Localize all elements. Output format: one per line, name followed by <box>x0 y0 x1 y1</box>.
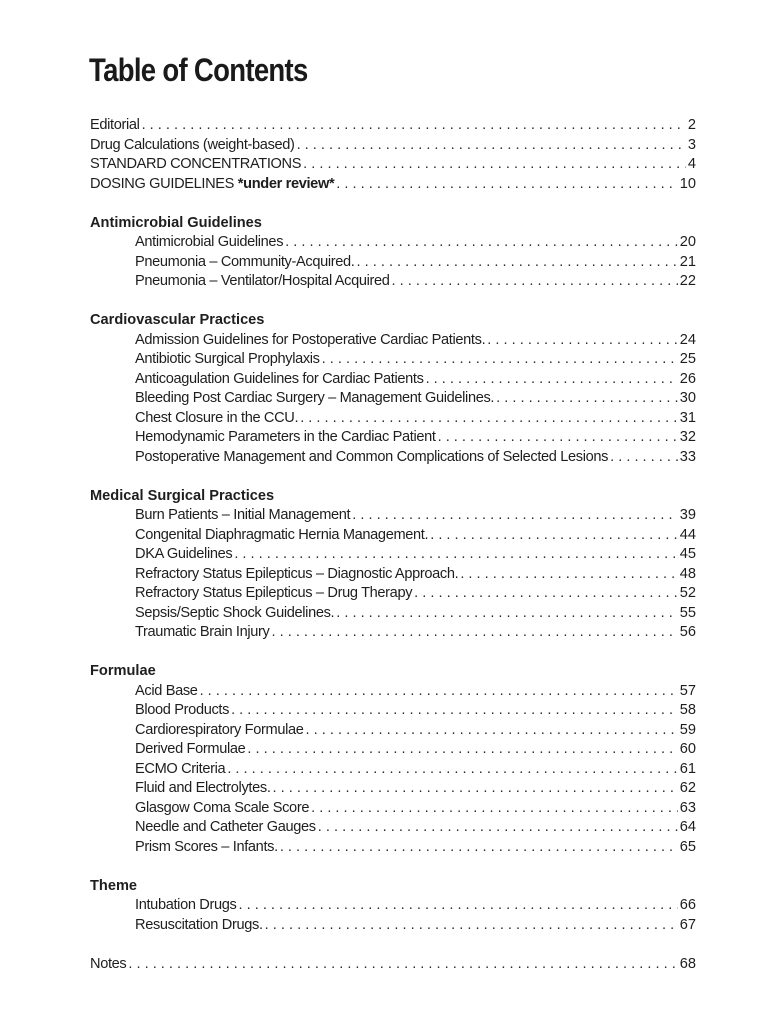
toc-page-number: 62 <box>679 780 696 796</box>
toc-entry[interactable] <box>90 584 696 604</box>
toc-entry-title <box>90 116 140 136</box>
toc-entry-title-text: Prism Scores – Infants. <box>135 838 278 855</box>
toc-entry[interactable] <box>90 818 696 838</box>
dot-leader <box>300 409 678 429</box>
toc-page-number: 21 <box>679 253 696 270</box>
toc-entry-title-text: Antibiotic Surgical Prophylaxis <box>135 351 320 367</box>
toc-page-number: 31 <box>679 409 696 426</box>
dot-leader <box>426 370 678 390</box>
dot-leader <box>430 526 678 546</box>
toc-entry-title-text: Editorial <box>90 117 140 133</box>
toc-entry-title <box>135 721 304 741</box>
toc-page-number: 22 <box>679 273 696 289</box>
dot-leader <box>239 896 678 916</box>
toc-entry-title-text: Fluid and Electrolytes. <box>135 780 271 796</box>
toc-page-number: 66 <box>679 897 696 913</box>
toc-section-heading: Theme <box>90 877 138 894</box>
dot-leader <box>311 799 678 819</box>
toc-page-number: 59 <box>679 721 696 738</box>
toc-page-number: 65 <box>679 838 696 855</box>
dot-leader <box>200 682 678 702</box>
dot-leader <box>352 506 678 526</box>
toc-entry-title-text: Hemodynamic Parameters in the Cardiac Patient <box>135 429 436 445</box>
dot-leader <box>285 233 678 253</box>
toc-page-number: 26 <box>679 370 696 387</box>
toc-entry[interactable] <box>90 955 696 975</box>
dot-leader <box>438 428 678 448</box>
dot-leader <box>247 740 677 760</box>
toc-entry-title-text: Cardiorespiratory Formulae <box>135 721 304 738</box>
dot-leader <box>610 448 678 468</box>
toc-entry-title-text: Pneumonia – Ventilator/Hospital Acquired <box>135 273 390 289</box>
toc-entry[interactable] <box>90 370 696 390</box>
toc-entry[interactable] <box>90 623 696 643</box>
dot-leader <box>392 272 678 292</box>
toc-page-number: 68 <box>679 955 696 972</box>
toc-entry[interactable] <box>90 701 696 721</box>
toc-entry[interactable] <box>90 331 696 351</box>
toc-entry-title-text: Intubation Drugs <box>135 897 237 913</box>
toc-page-number: 52 <box>679 585 696 601</box>
toc-entry[interactable] <box>90 838 696 858</box>
dot-leader <box>460 565 677 585</box>
toc-entry-title-text: Bleeding Post Cardiac Surgery – Management Guidelines. <box>135 390 495 406</box>
toc-entry[interactable] <box>90 799 696 819</box>
toc-entry-title <box>135 604 334 624</box>
toc-entry-title-text: Sepsis/Septic Shock Guidelines. <box>135 604 335 621</box>
toc-entry-title <box>135 409 298 429</box>
toc-entry[interactable] <box>90 526 696 546</box>
toc-page-number: 24 <box>679 331 696 348</box>
toc-page-number: 2 <box>687 117 696 133</box>
dot-leader <box>128 955 677 975</box>
toc-page-number: 61 <box>679 760 696 777</box>
toc-entry-title-text: Anticoagulation Guidelines for Cardiac Patients <box>135 370 424 387</box>
toc-entry-title-text: ECMO Criteria <box>135 760 226 777</box>
toc-entry[interactable] <box>90 506 696 526</box>
toc-entry-title <box>135 779 271 799</box>
under-review-flag: *under review* <box>237 175 335 192</box>
toc-entry-title <box>135 682 198 702</box>
toc-entry-title-text: Refractory Status Epilepticus – Drug Therapy <box>135 585 413 601</box>
dot-leader <box>336 175 677 195</box>
toc-entry-title <box>135 428 436 448</box>
dot-leader <box>265 916 678 936</box>
toc-page-number: 57 <box>679 682 696 699</box>
dot-leader <box>303 155 686 175</box>
toc-entry-title-text: Postoperative Management and Common Complications of Selected Lesions <box>135 448 609 465</box>
toc-section-heading: Medical Surgical Practices <box>90 487 275 504</box>
toc-entry[interactable] <box>90 350 696 370</box>
toc-entry[interactable] <box>90 428 696 448</box>
toc-entry-title <box>90 955 126 975</box>
toc-entry-title-text: Refractory Status Epilepticus – Diagnostic Approach. <box>135 565 459 582</box>
toc-entry[interactable] <box>90 740 696 760</box>
toc-entry-title-text: Derived Formulae <box>135 741 246 757</box>
page-title: Table of Contents <box>89 52 308 88</box>
toc-page-number: 25 <box>679 351 696 367</box>
toc-entry[interactable] <box>90 760 696 780</box>
section-spacer <box>90 643 696 663</box>
toc-page-number: 60 <box>679 741 696 757</box>
toc-entry[interactable] <box>90 565 696 585</box>
toc-entry[interactable] <box>90 155 696 175</box>
toc-entry-title <box>135 253 355 273</box>
dot-leader <box>496 389 678 409</box>
dot-leader <box>272 623 678 643</box>
toc-entry-title <box>135 760 225 780</box>
toc-page-number: 48 <box>679 565 696 582</box>
toc-entry-title <box>135 233 283 253</box>
toc-entry-title <box>135 838 278 858</box>
toc-section-heading: Cardiovascular Practices <box>90 312 265 328</box>
toc-entry-title-text: Antimicrobial Guidelines <box>135 234 284 250</box>
dot-leader <box>318 818 678 838</box>
toc-entry-title <box>135 389 494 409</box>
toc-entry-title-text: Notes <box>90 955 127 972</box>
toc-entry-title <box>135 506 350 526</box>
toc-entry-title-text: Chest Closure in the CCU. <box>135 409 299 426</box>
toc-entry-title-text: Glasgow Coma Scale Score <box>135 799 310 816</box>
toc-entry-title <box>135 818 316 838</box>
toc-entry[interactable] <box>90 721 696 741</box>
toc-page-number: 64 <box>679 819 696 835</box>
toc-entry[interactable] <box>90 272 696 292</box>
toc-entry[interactable] <box>90 233 696 253</box>
toc-entry-title <box>135 584 412 604</box>
toc-page-number: 4 <box>687 156 696 172</box>
toc-entry-title-text: Congenital Diaphragmatic Hernia Management. <box>135 526 429 543</box>
toc-page-number: 33 <box>679 448 696 465</box>
toc-entry-title-text: Admission Guidelines for Postoperative Cardiac Patients. <box>135 331 486 348</box>
toc-page-number: 67 <box>679 916 696 933</box>
toc-entry[interactable] <box>90 116 696 136</box>
section-spacer <box>90 292 696 312</box>
toc-entry[interactable] <box>90 779 696 799</box>
toc-section-heading: Formulae <box>90 663 156 679</box>
toc-page-number: 3 <box>687 136 696 153</box>
toc-entry[interactable] <box>90 253 696 273</box>
section-spacer <box>90 467 696 487</box>
toc-page-number: 39 <box>679 507 696 523</box>
toc-page-number: 58 <box>679 702 696 718</box>
toc-entry-title-text: Traumatic Brain Injury <box>135 624 270 640</box>
dot-leader <box>231 701 678 721</box>
toc-entry[interactable] <box>90 409 696 429</box>
toc-entry-title <box>135 448 608 468</box>
toc-entry-title-text: DOSING GUIDELINES <box>90 175 235 192</box>
toc-entry-title <box>135 350 320 370</box>
dot-leader <box>322 350 678 370</box>
toc-entry[interactable] <box>90 916 696 936</box>
toc-entry-title-text: DKA Guidelines <box>135 546 233 562</box>
toc-entry[interactable] <box>90 896 696 916</box>
toc-entry-title-text: Acid Base <box>135 682 198 699</box>
toc-entry-title <box>135 701 229 721</box>
dot-leader <box>414 584 678 604</box>
toc-entry-title <box>90 175 334 195</box>
dot-leader <box>273 779 678 799</box>
toc-entry-title-text: Pneumonia – Community-Acquired. <box>135 253 355 270</box>
toc-entry-title-text: Blood Products <box>135 702 230 718</box>
toc-entry-title <box>135 331 485 351</box>
toc-page-number: 56 <box>679 624 696 640</box>
toc-entry-title-text: Resuscitation Drugs. <box>135 916 263 933</box>
toc-page-number: 55 <box>679 604 696 621</box>
toc-page-number: 44 <box>679 526 696 543</box>
dot-leader <box>487 331 677 351</box>
table-of-contents <box>90 116 696 974</box>
toc-entry-title <box>135 740 245 760</box>
dot-leader <box>357 253 678 273</box>
toc-entry[interactable] <box>90 545 696 565</box>
dot-leader <box>297 136 686 156</box>
toc-entry-title <box>90 155 301 175</box>
toc-page-number: 45 <box>679 546 696 562</box>
section-spacer <box>90 935 696 955</box>
toc-entry-title <box>135 370 424 390</box>
toc-entry-title-text: STANDARD CONCENTRATIONS <box>90 156 302 172</box>
toc-page-number: 30 <box>679 390 696 406</box>
toc-entry-title <box>135 799 309 819</box>
toc-entry[interactable] <box>90 175 696 195</box>
toc-entry[interactable] <box>90 136 696 156</box>
dot-leader <box>280 838 678 858</box>
toc-page-number: 10 <box>679 175 696 192</box>
toc-entry-title <box>135 545 232 565</box>
toc-entry-title <box>135 896 237 916</box>
toc-entry-title <box>135 623 270 643</box>
toc-page-number: 63 <box>679 799 696 816</box>
toc-page-number: 32 <box>679 429 696 445</box>
dot-leader <box>142 116 686 136</box>
dot-leader <box>227 760 677 780</box>
toc-entry[interactable] <box>90 604 696 624</box>
toc-entry-title-text: Needle and Catheter Gauges <box>135 819 316 835</box>
toc-entry-title-text: Burn Patients – Initial Management <box>135 507 351 523</box>
toc-entry-title <box>135 565 458 585</box>
dot-leader <box>306 721 678 741</box>
toc-entry-title-text: Drug Calculations (weight-based) <box>90 136 295 153</box>
toc-section-heading: Antimicrobial Guidelines <box>90 214 262 231</box>
toc-page-number: 20 <box>679 234 696 250</box>
dot-leader <box>336 604 678 624</box>
toc-entry-title <box>135 272 390 292</box>
section-spacer <box>90 857 696 877</box>
toc-entry[interactable] <box>90 389 696 409</box>
dot-leader <box>234 545 677 565</box>
toc-entry[interactable] <box>90 682 696 702</box>
toc-entry-title <box>135 526 428 546</box>
toc-entry-title <box>135 916 263 936</box>
toc-entry-title <box>90 136 295 156</box>
section-spacer <box>90 194 696 214</box>
toc-entry[interactable] <box>90 448 696 468</box>
